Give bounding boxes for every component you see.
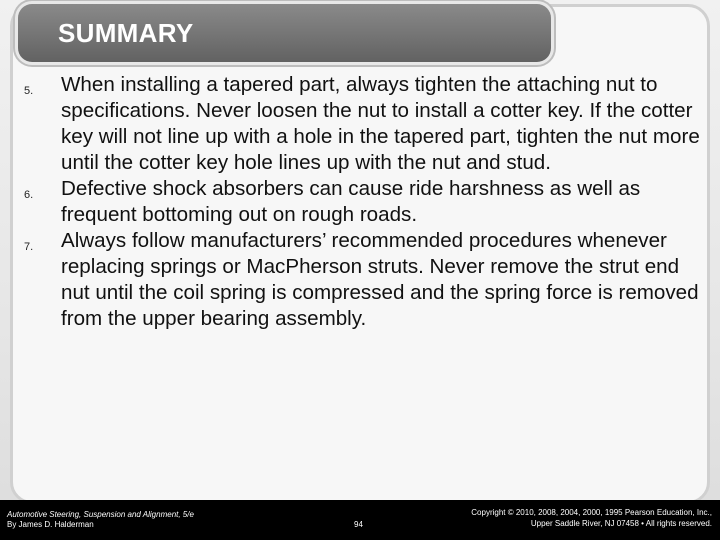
item-number: 7. [24,241,34,253]
item-number: 6. [24,189,34,201]
list-item [20,176,700,228]
book-author: By James D. Halderman [7,520,94,529]
item-text: Always follow manufacturers’ recommended procedures whenever replacing springs or MacPherson struts. Never remove the strut end nut until the coil spring is compressed and the spring force is removed from the upper bearing assembly. [61,229,699,330]
footer-bar [0,500,720,540]
list-item [20,72,700,176]
item-text: When installing a tapered part, always tighten the attaching nut to specifications. Never loosen the nut to install a cotter key. If the cotter key will not line up with a hole in the tapered part, tighten the nut more until the cotter key hole lines up with the nut and stud. [61,73,700,174]
page-number: 94 [354,520,363,529]
copyright-line: Copyright © 2010, 2008, 2004, 2000, 1995 Pearson Education, Inc., [471,508,712,517]
publisher-line: Upper Saddle River, NJ 07458 • All rights reserved. [530,519,712,528]
footer-book-info [7,510,194,530]
title-tab [18,4,551,62]
summary-list [20,72,700,332]
slide-title: SUMMARY [58,18,194,48]
list-item [20,228,700,332]
item-text: Defective shock absorbers can cause ride harshness as well as frequent bottoming out on rough roads. [61,177,641,226]
book-title: Automotive Steering, Suspension and Alignment, 5/e [7,510,194,519]
item-number: 5. [24,85,34,97]
footer-copyright [471,507,712,529]
